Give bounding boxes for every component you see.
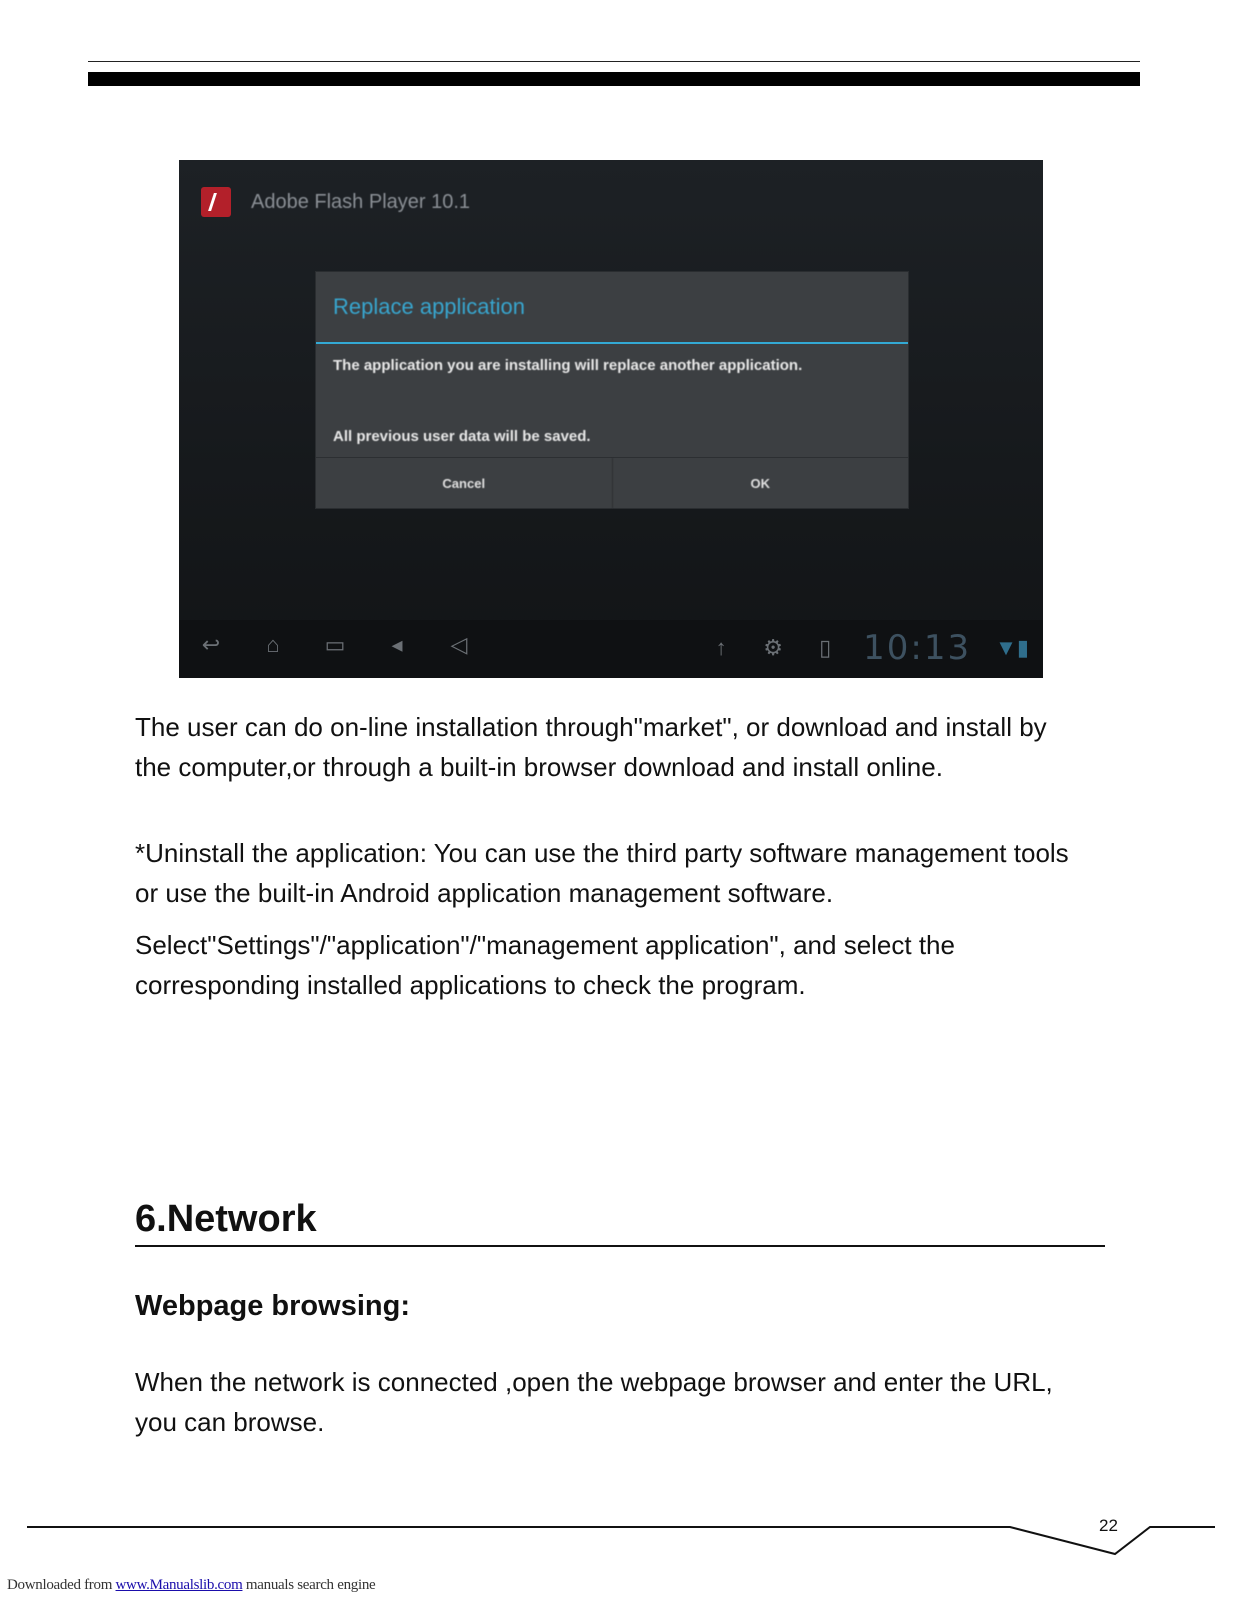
download-prefix: Downloaded from <box>7 1577 116 1593</box>
back-icon[interactable]: ↩ <box>201 632 221 657</box>
replace-application-dialog <box>316 272 908 508</box>
download-note <box>7 1577 375 1594</box>
ok-button[interactable]: OK <box>612 458 909 508</box>
dialog-title-divider <box>316 342 908 344</box>
uninstall-paragraph: *Uninstall the application: You can use the third party software management tools or use the built-in Android application management software. <box>135 838 1069 908</box>
android-screenshot <box>179 160 1043 678</box>
flash-player-icon <box>201 187 231 217</box>
footer-rule <box>0 1500 1237 1560</box>
subsection-heading: Webpage browsing: <box>135 1290 410 1322</box>
browsing-paragraph: When the network is connected ,open the webpage browser and enter the URL, you can browse. <box>135 1367 1053 1437</box>
dialog-message-data: All previous user data will be saved. <box>333 428 591 445</box>
home-icon[interactable]: ⌂ <box>266 632 280 657</box>
status-area <box>707 628 1029 668</box>
manualslib-link[interactable]: www.Manualslib.com <box>115 1577 243 1593</box>
header-thick-rule <box>88 72 1140 86</box>
dialog-title: Replace application <box>333 294 526 319</box>
app-header <box>201 184 470 220</box>
download-suffix: manuals search engine <box>242 1577 376 1593</box>
cancel-button[interactable]: Cancel <box>442 475 486 491</box>
section-heading: 6.Network <box>135 1198 317 1240</box>
wifi-battery-icon: ▼▮ <box>995 635 1029 660</box>
section-heading-rule <box>135 1245 1105 1247</box>
sd-card-icon: ▯ <box>819 635 832 660</box>
debug-icon: ⚙ <box>763 635 783 660</box>
volume-down-icon[interactable]: ◂ <box>391 632 403 657</box>
settings-paragraph: Select"Settings"/"application"/"management application", and select the corresponding installed applications to check the program. <box>135 930 955 1000</box>
dialog-message: The application you are installing will replace another application. <box>333 357 803 374</box>
status-clock: 10:13 <box>863 628 972 668</box>
app-title: Adobe Flash Player 10.1 <box>251 190 471 213</box>
recent-apps-icon[interactable]: ▭ <box>324 632 346 657</box>
usb-icon: ↑ <box>715 635 727 660</box>
page-number: 22 <box>1099 1516 1118 1535</box>
volume-up-icon[interactable]: ◁ <box>450 632 468 657</box>
dialog-button-bar <box>316 457 908 508</box>
system-navigation-bar <box>179 620 1043 678</box>
install-paragraph: The user can do on-line installation through"market", or download and install by the computer,or through a built-in browser download and install online. <box>135 712 1047 782</box>
nav-buttons <box>197 634 473 656</box>
header-thin-rule <box>88 61 1140 62</box>
